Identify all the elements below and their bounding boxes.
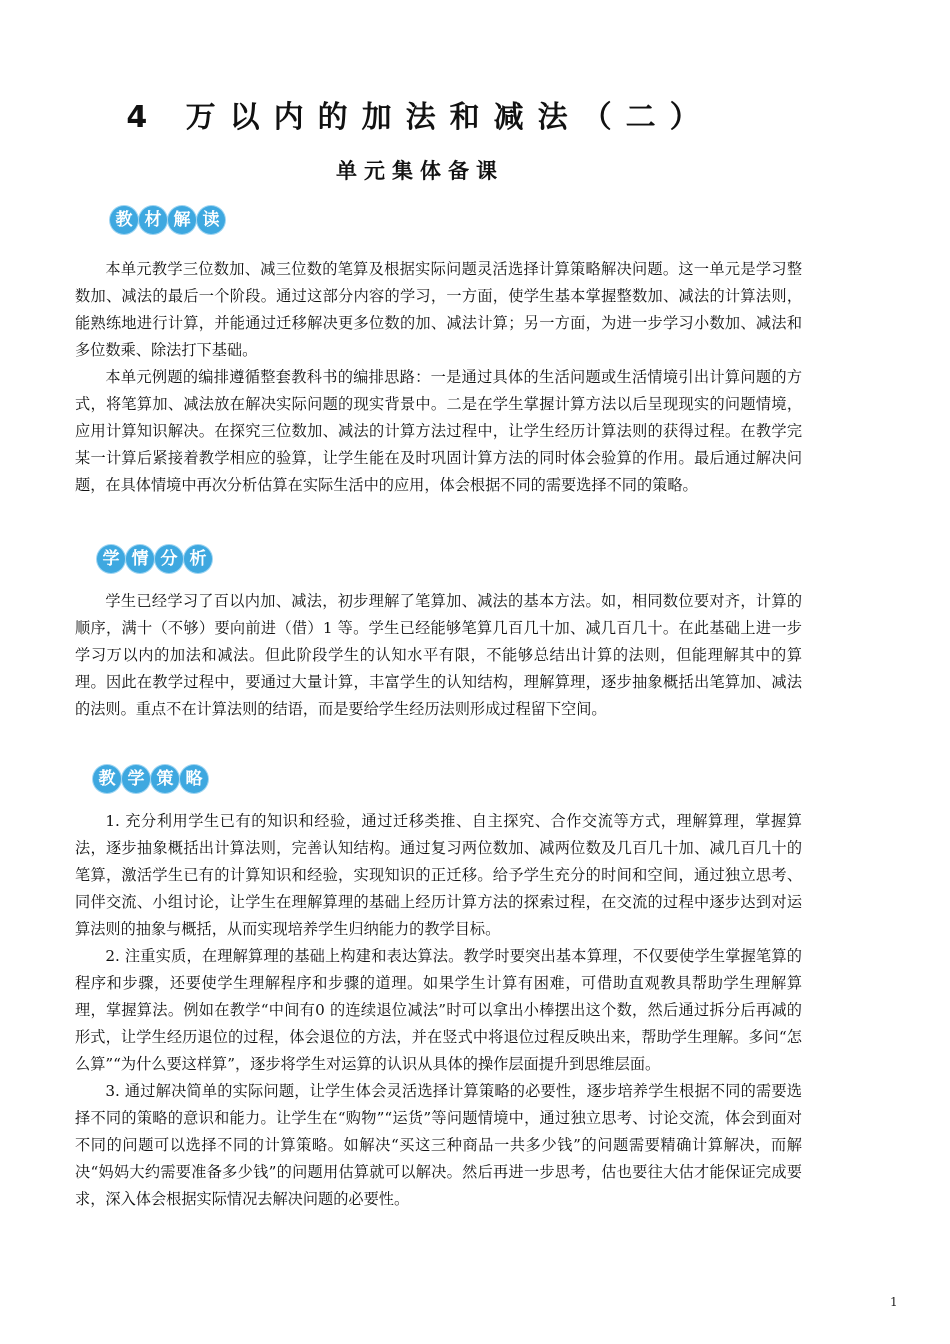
badge-char: 情: [126, 545, 154, 573]
paragraph: 1. 充分利用学生已有的知识和经验，通过迁移类推、自主探究、合作交流等方式，理解算理，掌握算法，逐步抽象概括出计算法则，完善认知结构。通过复习两位数加、减两位数及几百几十加、减几百几十的笔算，激活学生已有的计算知识和经验，实现知识的正迁移。给予学生充分的时间和空间，通过独立思考、同伴交流、小组讨论，让学生在理解算理的基础上经历计算方法的探索过程，在交流的过程中逐步达到对运算法则的抽象与概括，从而实现培养学生归纳能力的教学目标。: [75, 812, 802, 938]
section-body-teaching-strategy: [75, 808, 802, 1213]
paragraph: 2. 注重实质，在理解算理的基础上构建和表达算法。教学时要突出基本算理，不仅要使学生掌握笔算的程序和步骤，还要使学生理解程序和步骤的道理。如果学生计算有困难，可借助直观教具帮助学生理解算理，掌握算法。例如在教学“中间有0 的连续退位减法”时可以拿出小棒摆出这个数，然后通过拆分后再减的形式，让学生经历退位的过程，体会退位的方法，并在竖式中将退位过程反映出来，帮助学生理解。多问“怎么算”“为什么要这样算”，逐步将学生对运算的认识从具体的操作层面提升到思维层面。: [75, 947, 802, 1073]
badge-char: 教: [110, 206, 138, 234]
section-body-textbook-interpretation: [75, 256, 802, 499]
badge-char: 策: [151, 765, 179, 793]
section-body-learning-analysis: [75, 588, 802, 723]
document-subtitle: 单元集体备课: [336, 159, 504, 183]
paragraph: 3. 通过解决简单的实际问题，让学生体会灵活选择计算策略的必要性，逐步培养学生根据不同的需要选择不同的策略的意识和能力。让学生在“购物”“运货”等问题情境中，通过独立思考、讨论交流，体会到面对不同的问题可以选择不同的计算策略。如解决“买这三种商品一共多少钱”的问题需要精确计算解决，而解决“妈妈大约需要准备多少钱”的问题用估算就可以解决。然后再进一步思考，估也要往大估才能保证完成要求，深入体会根据实际情况去解决问题的必要性。: [75, 1082, 802, 1208]
badge-char: 略: [180, 765, 208, 793]
paragraph: 本单元例题的编排遵循整套教科书的编排思路：一是通过具体的生活问题或生活情境引出计算问题的方式，将笔算加、减法放在解决实际问题的现实背景中。二是在学生掌握计算方法以后呈现现实的问题情境，应用计算知识解决。在探究三位数加、减法的计算方法过程中，让学生经历计算法则的获得过程。在教学完某一计算后紧接着教学相应的验算，让学生能在及时巩固计算方法的同时体会验算的作用。最后通过解决问题，在具体情境中再次分析估算在实际生活中的应用，体会根据不同的需要选择不同的策略。: [75, 368, 802, 494]
paragraph: 学生已经学习了百以内加、减法，初步理解了笔算加、减法的基本方法。如，相同数位要对齐，计算的顺序，满十（不够）要向前进（借）1 等。学生已经能够笔算几百几十加、减几百几十。在此基础上进一步学习万以内的加法和减法。但此阶段学生的认知水平有限，不能够总结出计算的法则，但能理解其中的算理。因此在教学过程中，要通过大量计算，丰富学生的认知结构，理解算理，逐步抽象概括出笔算加、减法的法则。重点不在计算法则的结语，而是要给学生经历法则形成过程留下空间。: [75, 592, 802, 718]
page-number: 1: [890, 1295, 898, 1309]
badge-char: 解: [168, 206, 196, 234]
paragraph: 本单元教学三位数加、减三位数的笔算及根据实际问题灵活选择计算策略解决问题。这一单元是学习整数加、减法的最后一个阶段。通过这部分内容的学习，一方面，使学生基本掌握整数加、减法的计算法则，能熟练地进行计算，并能通过迁移解决更多位数的加、减法计算；另一方面，为进一步学习小数加、减法和多位数乘、除法打下基础。: [75, 260, 802, 359]
badge-char: 析: [184, 545, 212, 573]
badge-char: 学: [97, 545, 125, 573]
section-heading-textbook-interpretation: [110, 206, 225, 234]
document-title: 4 万以内的加法和减法（二）: [126, 100, 714, 135]
badge-char: 教: [93, 765, 121, 793]
badge-char: 学: [122, 765, 150, 793]
badge-char: 读: [197, 206, 225, 234]
section-heading-teaching-strategy: [93, 765, 208, 793]
section-heading-learning-analysis: [97, 545, 212, 573]
badge-char: 分: [155, 545, 183, 573]
badge-char: 材: [139, 206, 167, 234]
